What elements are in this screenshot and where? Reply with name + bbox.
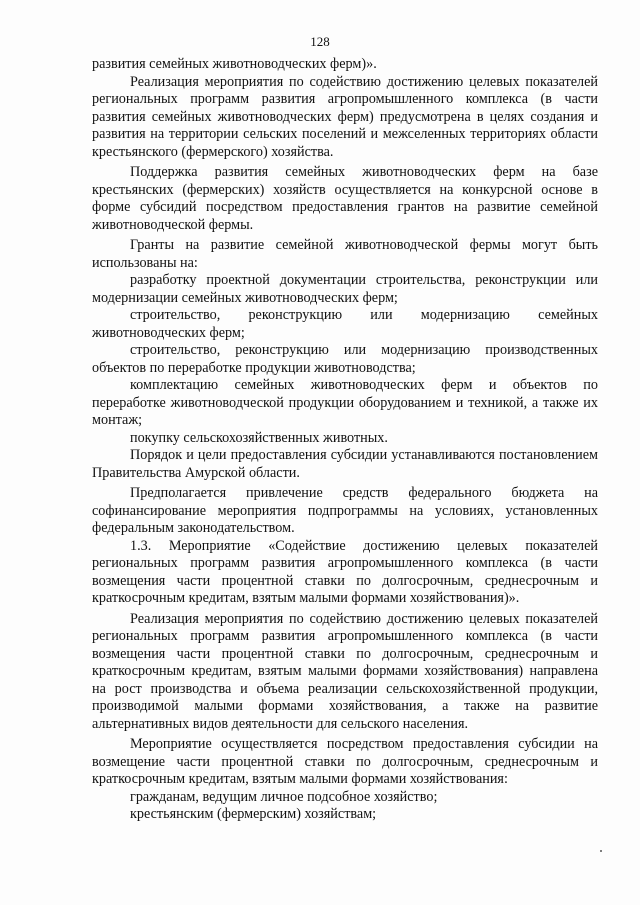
- paragraph: Реализация мероприятия по содействию достижению целевых показателей региональных программ развития агропромышленного комплекса (в части развития семейных животноводческих ферм) предусмотрена в целях создания и развития на территории сельских поселений и межселенных территориях области крестьянского (фермерского) хозяйства.: [92, 73, 598, 160]
- list-item: крестьянским (фермерским) хозяйствам;: [130, 806, 377, 822]
- list-item: гражданам, ведущим личное подсобное хозяйство;: [130, 788, 438, 805]
- list-item: строительство, реконструкцию или модернизацию производственных объектов по переработке продукции животноводства;: [92, 342, 598, 376]
- list-item: разработку проектной документации строительства, реконструкции или модернизации семейных животноводческих ферм;: [92, 272, 598, 306]
- paragraph: Мероприятие осуществляется посредством предоставления субсидии на возмещение части процентной ставки по долгосрочным, среднесрочным и краткосрочным кредитам, взятым малыми формами хозяйствования:: [92, 736, 598, 787]
- section-heading: 1.3. Мероприятие «Содействие достижению целевых показателей региональных программ развития агропромышленного комплекса (в части возмещения части процентной ставки по долгосрочным, среднесрочным и краткосрочным кредитам, взятым малыми формами хозяйствования)».: [92, 537, 598, 606]
- list-item: покупку сельскохозяйственных животных.: [130, 429, 388, 446]
- paragraph: Предполагается привлечение средств федерального бюджета на софинансирование мероприятия подпрограммы на условиях, установленных федеральным законодательством.: [92, 485, 598, 536]
- body-text: [92, 56, 598, 824]
- paragraph: Реализация мероприятия по содействию достижению целевых показателей региональных программ развития агропромышленного комплекса (в части возмещения части процентной ставки по долгосрочным, среднесрочным и краткосрочным кредитам, взятым малыми формами хозяйствования) направлена на рост производства и объема реализации сельскохозяйственной продукции, производимой малыми формами хозяйствования, а также на развитие альтернативных видов деятельности для сельского населения.: [92, 610, 598, 732]
- scan-speck: [600, 850, 602, 852]
- list-item: строительство, реконструкцию или модернизацию семейных животноводческих ферм;: [92, 307, 598, 341]
- paragraph: Поддержка развития семейных животноводческих ферм на базе крестьянских (фермерских) хозяйств осуществляется на конкурсной основе в форме субсидий посредством предоставления грантов на развитие семейной животноводческой фермы.: [92, 164, 598, 233]
- page-number: 128: [310, 34, 330, 49]
- paragraph: Гранты на развитие семейной животноводческой фермы могут быть использованы на:: [92, 237, 598, 271]
- paragraph-continuation: развития семейных животноводческих ферм)».: [92, 56, 377, 72]
- paragraph: Порядок и цели предоставления субсидии устанавливаются постановлением Правительства Амурской области.: [92, 447, 598, 481]
- list-item: комплектацию семейных животноводческих ферм и объектов по переработке животноводческой продукции оборудованием и техникой, а также их монтаж;: [92, 377, 598, 428]
